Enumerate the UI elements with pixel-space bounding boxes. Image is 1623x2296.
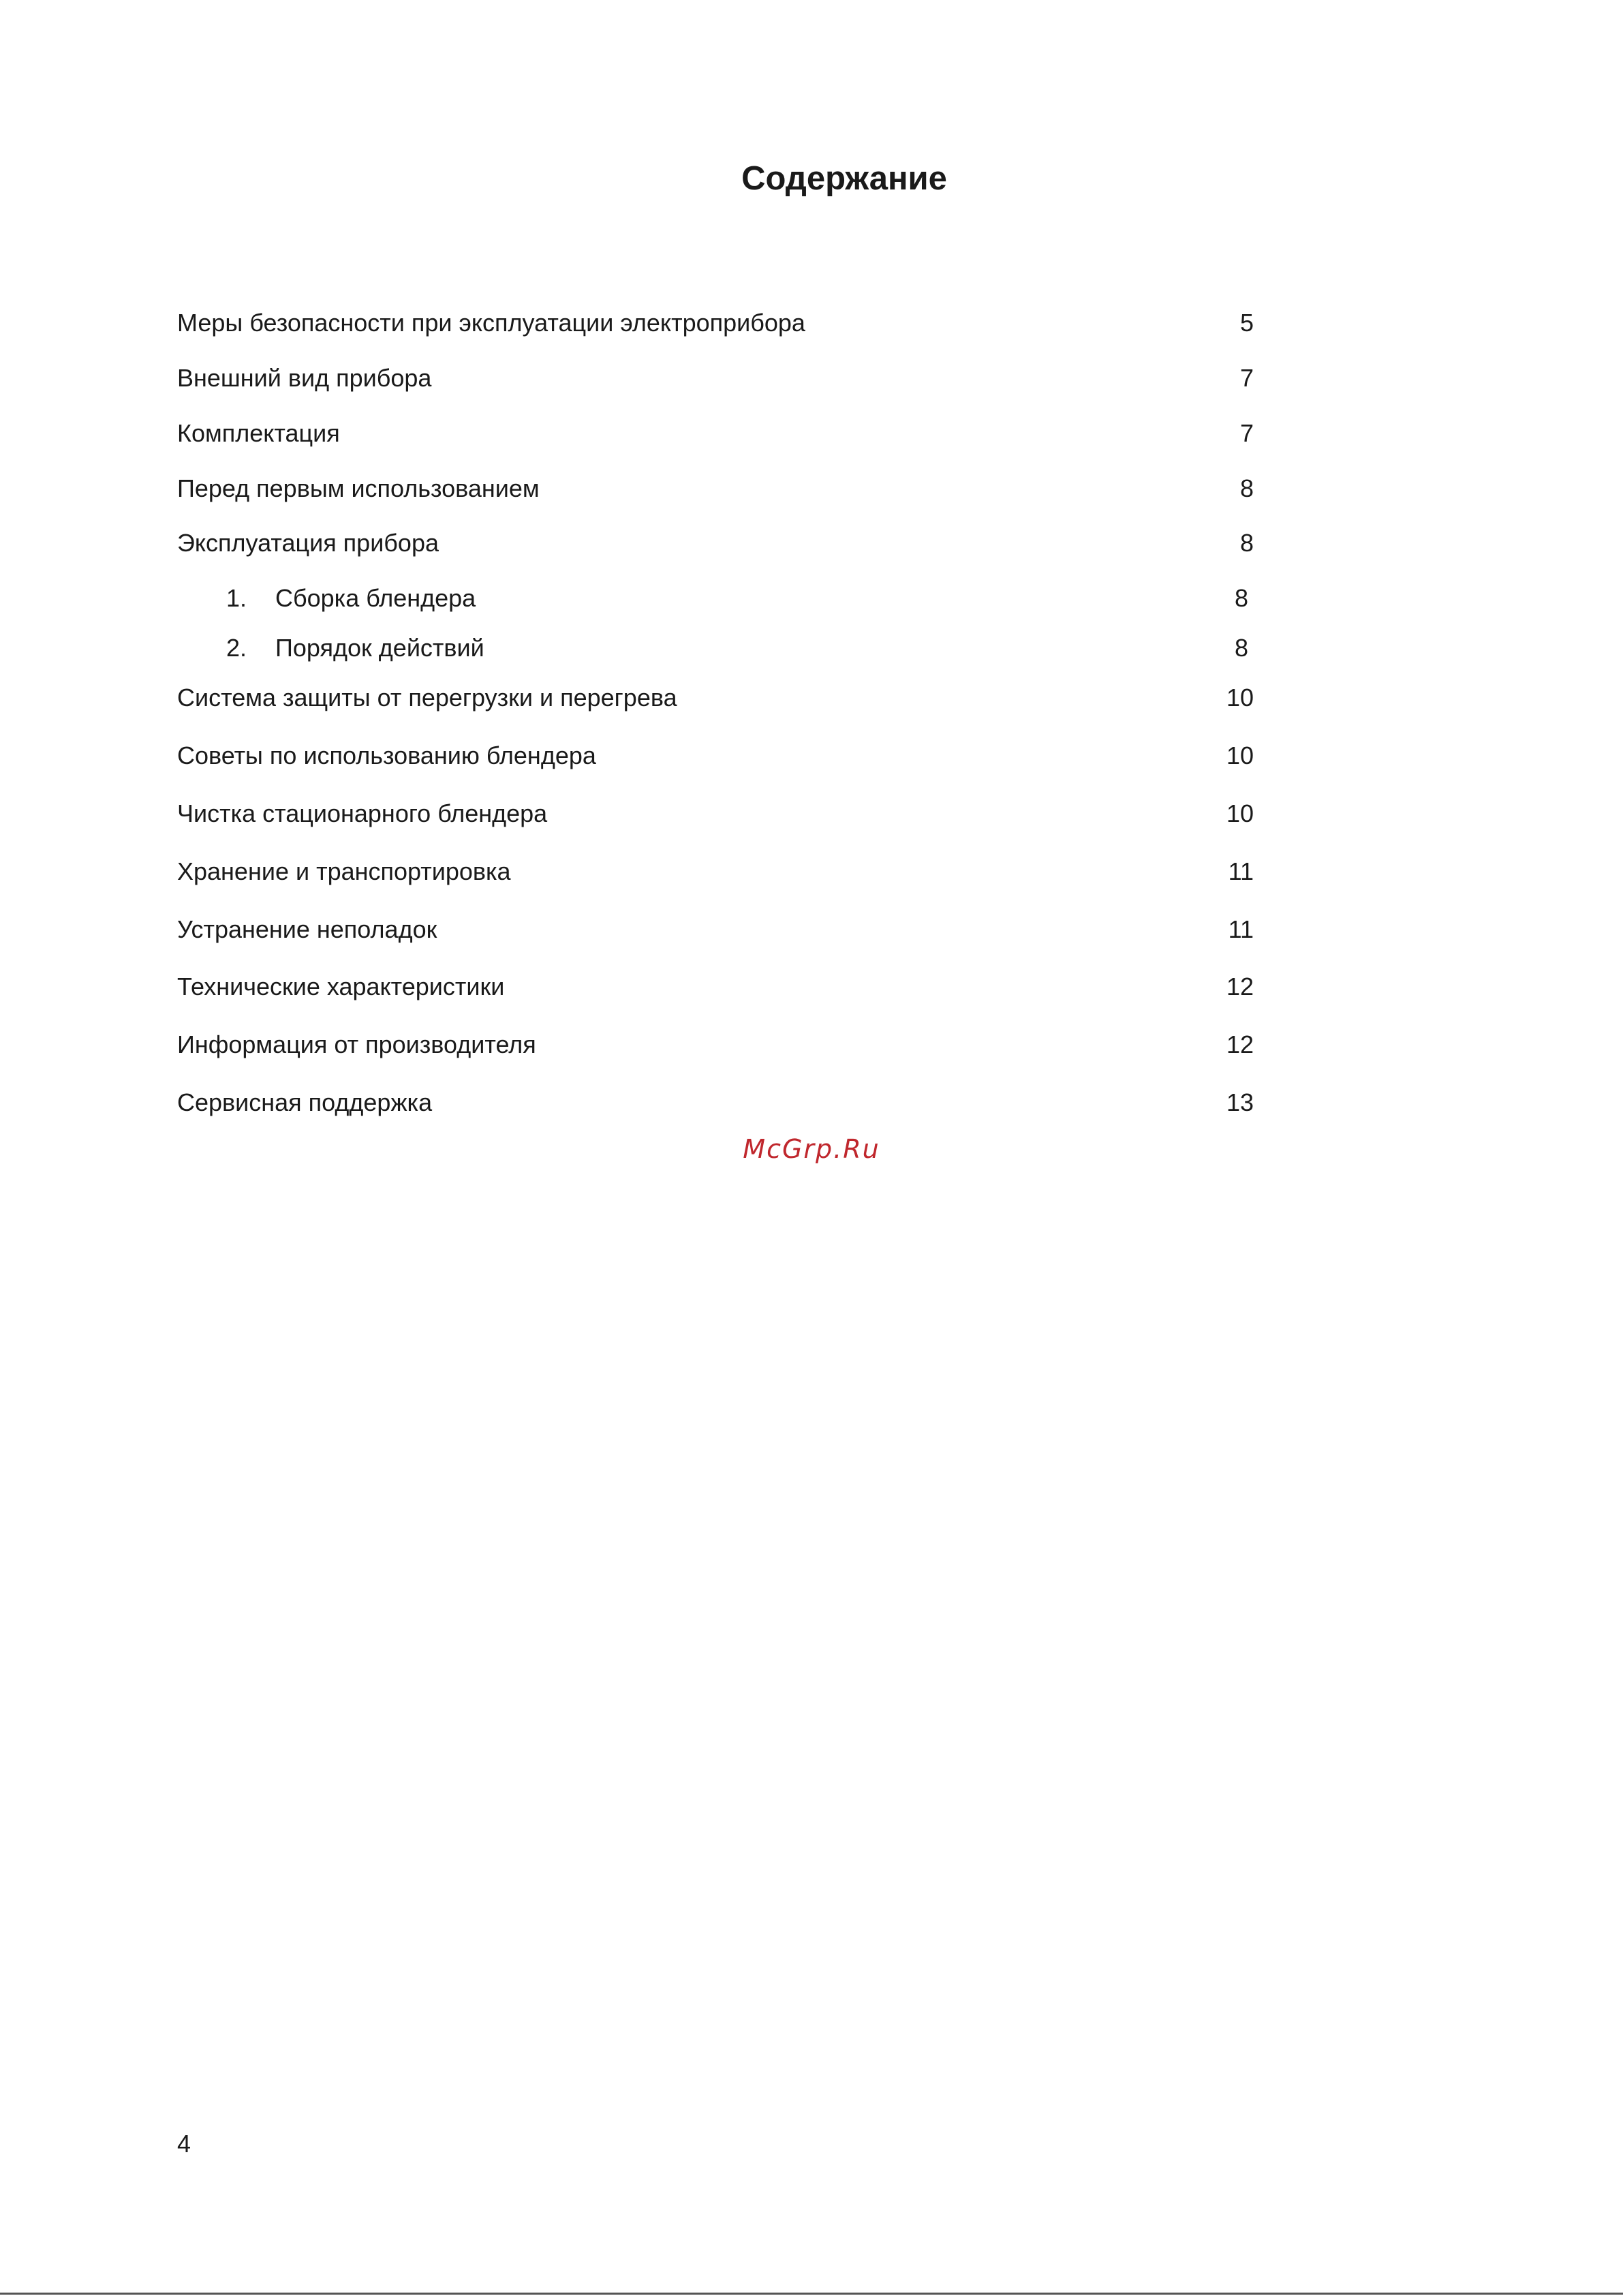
toc-label: Комплектация	[177, 419, 340, 447]
toc-page-number: 11	[1228, 915, 1254, 943]
toc-entry	[177, 735, 1254, 776]
toc-label: Сборка блендера	[275, 584, 476, 612]
toc-entry	[177, 909, 1254, 950]
toc-label: Эксплуатация прибора	[177, 529, 439, 557]
toc-item-number: 2.	[226, 634, 247, 662]
toc-entry	[177, 1082, 1254, 1123]
toc-label: Технические характеристики	[177, 973, 505, 1000]
toc-label: Меры безопасности при эксплуатации электроприбора	[177, 309, 805, 337]
toc-page-number: 7	[1239, 419, 1254, 447]
toc-label: Советы по использованию блендера	[177, 741, 596, 769]
toc-subentry	[226, 578, 1248, 619]
toc-entry	[177, 793, 1254, 834]
toc-entry	[177, 358, 1254, 399]
toc-page-number: 10	[1226, 741, 1254, 769]
toc-entry	[177, 523, 1254, 564]
toc-entry	[177, 966, 1254, 1007]
toc-page-number: 12	[1226, 973, 1254, 1000]
watermark-text: McGrp.Ru	[743, 1134, 880, 1164]
toc-page-number: 10	[1226, 799, 1254, 827]
toc-entry	[177, 1024, 1254, 1065]
toc-label: Устранение неполадок	[177, 915, 437, 943]
toc-page-number: 8	[1234, 584, 1248, 612]
toc-label: Информация от производителя	[177, 1030, 536, 1058]
toc-subentry	[226, 628, 1248, 669]
toc-entry	[177, 677, 1254, 718]
toc-entry	[177, 851, 1254, 892]
toc-page-number: 8	[1239, 474, 1254, 502]
toc-label: Перед первым использованием	[177, 474, 540, 502]
toc-label: Система защиты от перегрузки и перегрева	[177, 684, 677, 711]
toc-page-number: 10	[1226, 684, 1254, 711]
toc-label: Внешний вид прибора	[177, 364, 432, 392]
toc-label: Порядок действий	[275, 634, 484, 662]
toc-label: Хранение и транспортировка	[177, 857, 511, 885]
toc-entry	[177, 413, 1254, 454]
toc-page-number: 8	[1234, 634, 1248, 662]
toc-entry	[177, 468, 1254, 509]
toc-label: Сервисная поддержка	[177, 1088, 433, 1116]
toc-page-number: 12	[1226, 1030, 1254, 1058]
toc-page-number: 11	[1228, 857, 1254, 885]
page-number: 4	[177, 2130, 191, 2158]
toc-label: Чистка стационарного блендера	[177, 799, 548, 827]
toc-entry	[177, 303, 1254, 343]
toc-page-number: 8	[1239, 529, 1254, 557]
page-title: Содержание	[741, 160, 947, 197]
toc-item-number: 1.	[226, 584, 247, 612]
toc-page-number: 13	[1226, 1088, 1254, 1116]
toc-page-number: 7	[1239, 364, 1254, 392]
toc-page-number: 5	[1239, 309, 1254, 337]
bottom-divider	[0, 2293, 1623, 2295]
